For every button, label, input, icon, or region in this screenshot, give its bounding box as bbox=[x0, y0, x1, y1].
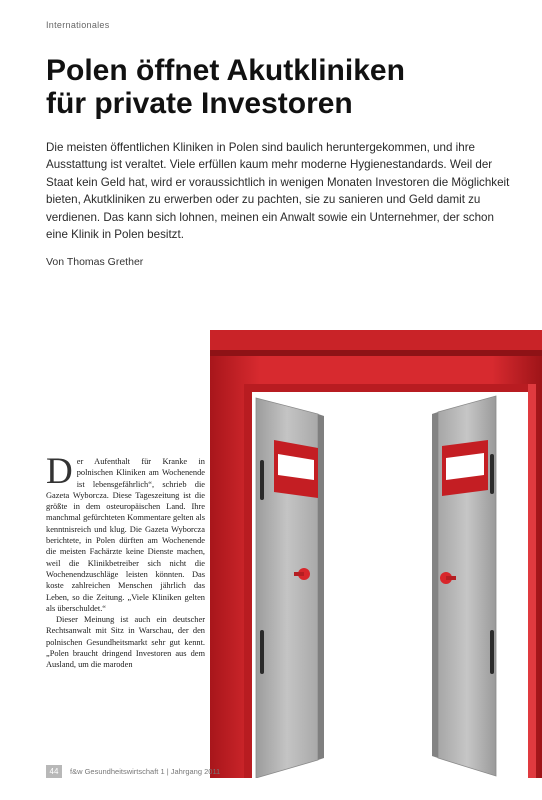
article-title bbox=[46, 54, 506, 120]
byline: Von Thomas Grether bbox=[46, 256, 144, 268]
article-body bbox=[46, 451, 205, 671]
body-paragraph-1: Der Aufenthalt für Kranke in polnischen Kliniken am Wochenende ist lebensgefährlich“, schrieb die Gazeta Wyborcza. Diese Tageszeitung ist die größte in dem osteuropäischen Land. Ihre manchmal gefürchteten Kommentare gelten als kenntnisreich und klug. Die Gazeta Wyborcza berichtete, in Polen dürften am Wochenende die meisten Fachärzte keine Dienste machen, weil die Klinikbetreiber sich nicht die Wochenendzuschläge leisten könnten. Das koste zahlreichen Menschen jährlich das Leben, so die Zeitung. „Viele Kliniken gelten als überschuldet.“ bbox=[46, 451, 205, 613]
article-lead: Die meisten öffentlichen Kliniken in Polen sind baulich heruntergekommen, und ihre Ausstattung ist veraltet. Viele erfüllen kaum mehr moderne Hygienestandards. Weil der Staat kein Geld hat, wird er voraussichtlich in wenigen Monaten Investoren die Möglichkeit bieten, Akutkliniken zu erwerben oder zu pachten, sie zu sanieren und Geld damit zu verdienen. Das kann sich lohnen, meinen ein Anwalt sowie ein Unternehmer, der schon eine Klinik in Polen besitzt. bbox=[46, 141, 510, 242]
publication-line: f&w Gesundheitswirtschaft 1 | Jahrgang 2011 bbox=[70, 766, 221, 776]
title-line-1: Polen öffnet Akutkliniken bbox=[46, 54, 405, 87]
left-door bbox=[256, 398, 324, 778]
page-number: 44 bbox=[46, 765, 62, 778]
drop-cap: D bbox=[46, 451, 73, 492]
right-door bbox=[432, 396, 496, 776]
open-doors-illustration bbox=[200, 330, 542, 778]
section-tag: Internationales bbox=[46, 20, 110, 30]
title-line-2: für private Investoren bbox=[46, 87, 353, 120]
page-footer bbox=[46, 764, 220, 778]
body-paragraph-2: Dieser Meinung ist auch ein deutscher Rechtsanwalt mit Sitz in Warschau, der den polnischen Gesundheitsmarkt sehr gut kennt. „Polen braucht dringend Investoren aus dem Ausland, um die maroden bbox=[46, 615, 205, 670]
